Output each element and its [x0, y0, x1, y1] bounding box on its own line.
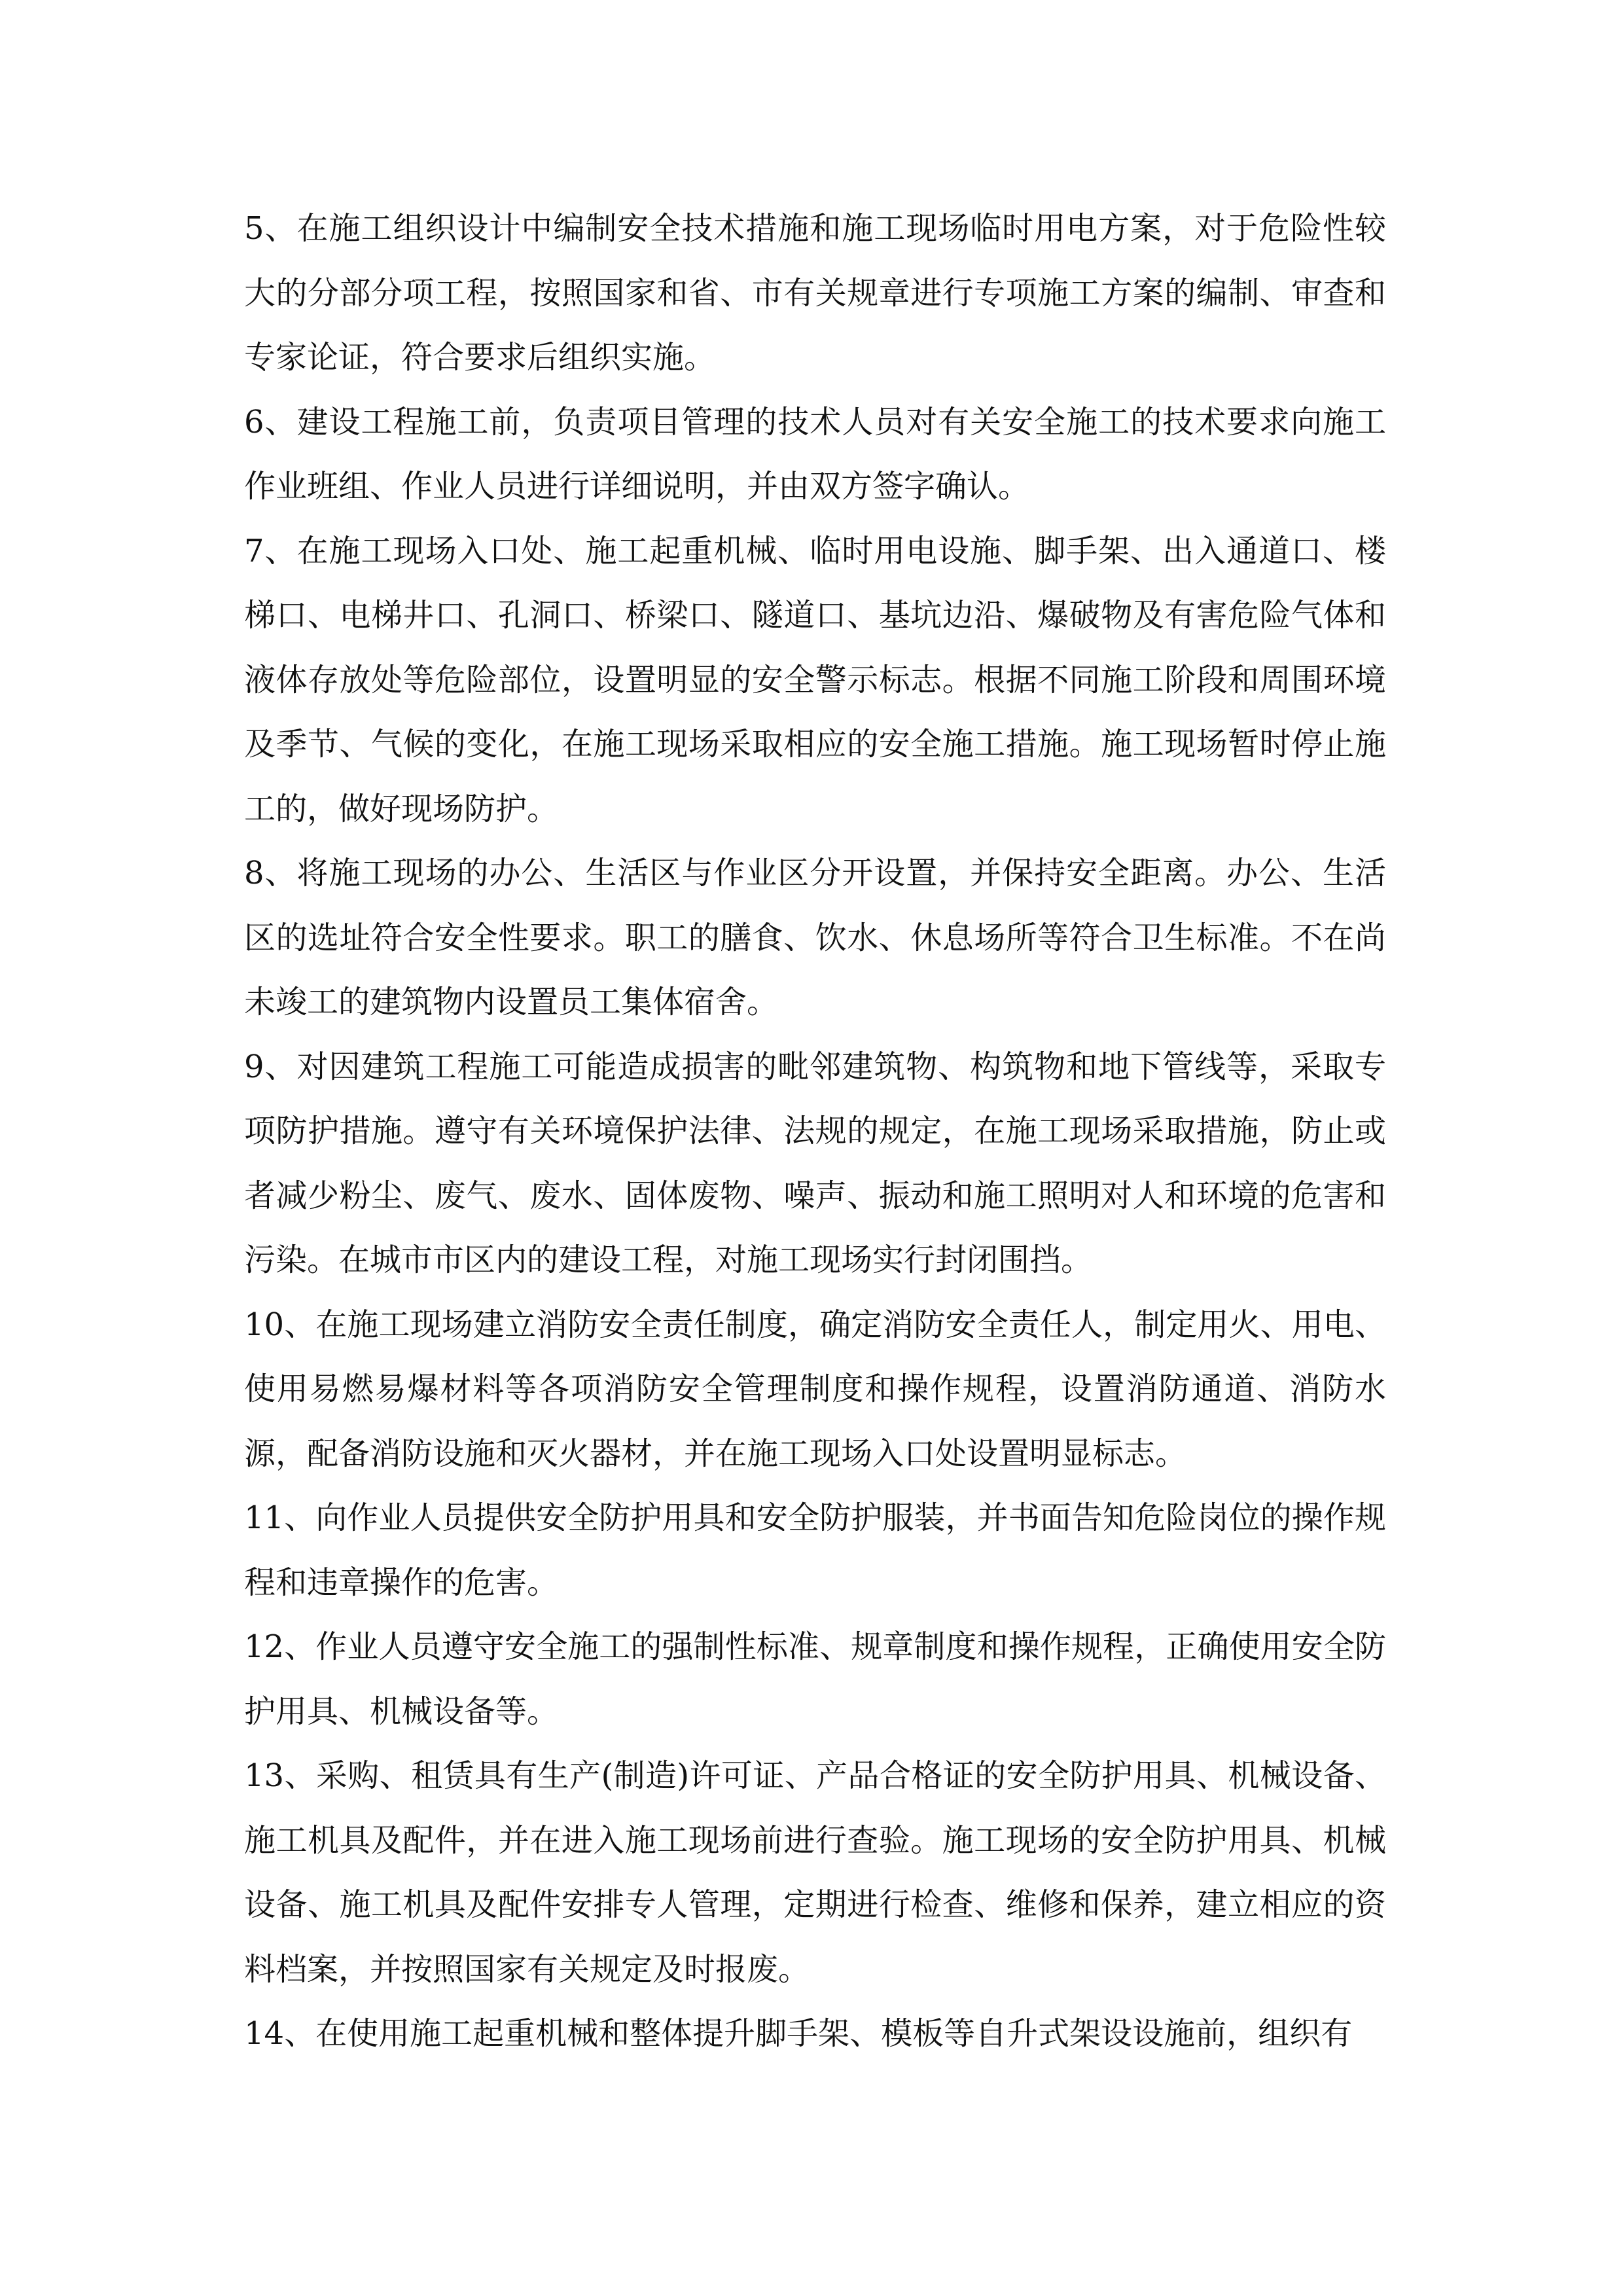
paragraph-item-8: 8、将施工现场的办公、生活区与作业区分开设置，并保持安全距离。办公、生活区的选址符合安全性要求。职工的膳食、饮水、休息场所等符合卫生标准。不在尚未竣工的建筑物内设置员工集体宿舍。 — [244, 855, 1386, 1020]
paragraph-item-6: 6、建设工程施工前，负责项目管理的技术人员对有关安全施工的技术要求向施工作业班组、作业人员进行详细说明，并由双方签字确认。 — [244, 403, 1386, 505]
paragraph-item-14: 14、在使用施工起重机械和整体提升脚手架、模板等自升式架设设施前，组织有 — [244, 2015, 1353, 2052]
paragraph-item-10: 10、在施工现场建立消防安全责任制度，确定消防安全责任人，制定用火、用电、使用易燃易爆材料等各项消防安全管理制度和操作规程，设置消防通道、消防水源，配备消防设施和灭火器材，并在施工现场入口处设置明显标志。 — [244, 1306, 1386, 1472]
paragraph-item-9: 9、对因建筑工程施工可能造成损害的毗邻建筑物、构筑物和地下管线等，采取专项防护措施。遵守有关环境保护法律、法规的规定，在施工现场采取措施，防止或者减少粉尘、废气、废水、固体废物、噪声、振动和施工照明对人和环境的危害和污染。在城市市区内的建设工程，对施工现场实行封闭围挡。 — [244, 1048, 1386, 1278]
document-body — [244, 196, 1386, 2066]
paragraph-item-5: 5、在施工组织设计中编制安全技术措施和施工现场临时用电方案，对于危险性较大的分部分项工程，按照国家和省、市有关规章进行专项施工方案的编制、审查和专家论证，符合要求后组织实施。 — [244, 210, 1386, 376]
paragraph-item-11: 11、向作业人员提供安全防护用具和安全防护服装，并书面告知危险岗位的操作规程和违章操作的危害。 — [244, 1499, 1386, 1601]
paragraph-item-13: 13、采购、租赁具有生产(制造)许可证、产品合格证的安全防护用具、机械设备、施工机具及配件，并在进入施工现场前进行查验。施工现场的安全防护用具、机械设备、施工机具及配件安排专人管理，定期进行检查、维修和保养，建立相应的资料档案，并按照国家有关规定及时报废。 — [244, 1757, 1386, 1988]
paragraph-item-12: 12、作业人员遵守安全施工的强制性标准、规章制度和操作规程，正确使用安全防护用具、机械设备等。 — [244, 1628, 1386, 1730]
paragraph-item-7: 7、在施工现场入口处、施工起重机械、临时用电设施、脚手架、出入通道口、楼梯口、电梯井口、孔洞口、桥梁口、隧道口、基坑边沿、爆破物及有害危险气体和液体存放处等危险部位，设置明显的安全警示标志。根据不同施工阶段和周围环境及季节、气候的变化，在施工现场采取相应的安全施工措施。施工现场暂时停止施工的，做好现场防护。 — [244, 532, 1386, 827]
